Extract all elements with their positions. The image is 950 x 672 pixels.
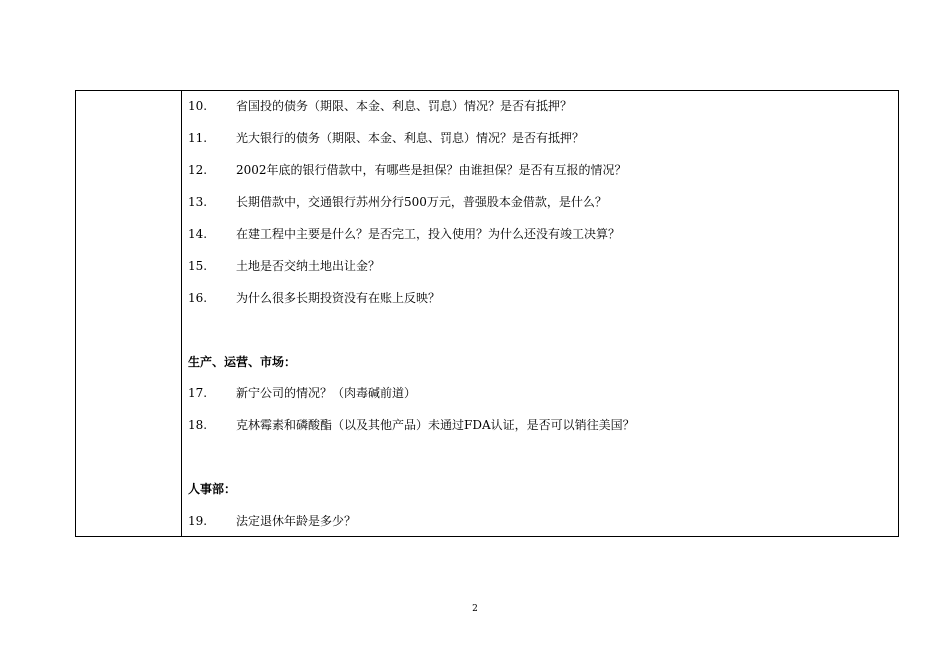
item-text: 2002年底的银行借款中，有哪些是担保？由谁担保？是否有互报的情况？	[236, 163, 627, 177]
item-text: 省国投的债务（期限、本金、利息、罚息）情况？是否有抵押？	[236, 99, 573, 113]
item-number: 19.	[188, 514, 208, 528]
item-text: 长期借款中，交通银行苏州分行500万元，普强股本金借款，是什么？	[236, 195, 607, 209]
item-number: 18.	[188, 418, 208, 432]
table-left-column	[76, 91, 182, 536]
item-number: 14.	[188, 227, 208, 241]
item-text: 法定退休年龄是多少？	[236, 514, 357, 528]
item-number: 15.	[188, 259, 208, 273]
item-number: 17.	[188, 386, 208, 400]
item-text: 土地是否交纳土地出让金？	[236, 259, 381, 273]
item-text: 为什么很多长期投资没有在账上反映？	[236, 291, 441, 305]
question-table	[75, 90, 899, 537]
item-text: 光大银行的债务（期限、本金、利息、罚息）情况？是否有抵押？	[236, 131, 585, 145]
table-right-column	[182, 91, 898, 536]
item-text: 新宁公司的情况？（肉毒碱前道）	[236, 386, 417, 400]
page-number: 2	[472, 604, 478, 614]
item-number: 13.	[188, 195, 208, 209]
item-text: 克林霉素和磷酸酯（以及其他产品）未通过FDA认证，是否可以销往美国？	[236, 418, 635, 432]
item-number: 11.	[188, 131, 208, 145]
section-heading-production: 生产、运营、市场：	[188, 355, 297, 369]
item-number: 16.	[188, 291, 208, 305]
section-heading-hr: 人事部：	[188, 482, 237, 496]
item-number: 12.	[188, 163, 208, 177]
item-number: 10.	[188, 99, 208, 113]
item-text: 在建工程中主要是什么？是否完工，投入使用？为什么还没有竣工决算？	[236, 227, 621, 241]
